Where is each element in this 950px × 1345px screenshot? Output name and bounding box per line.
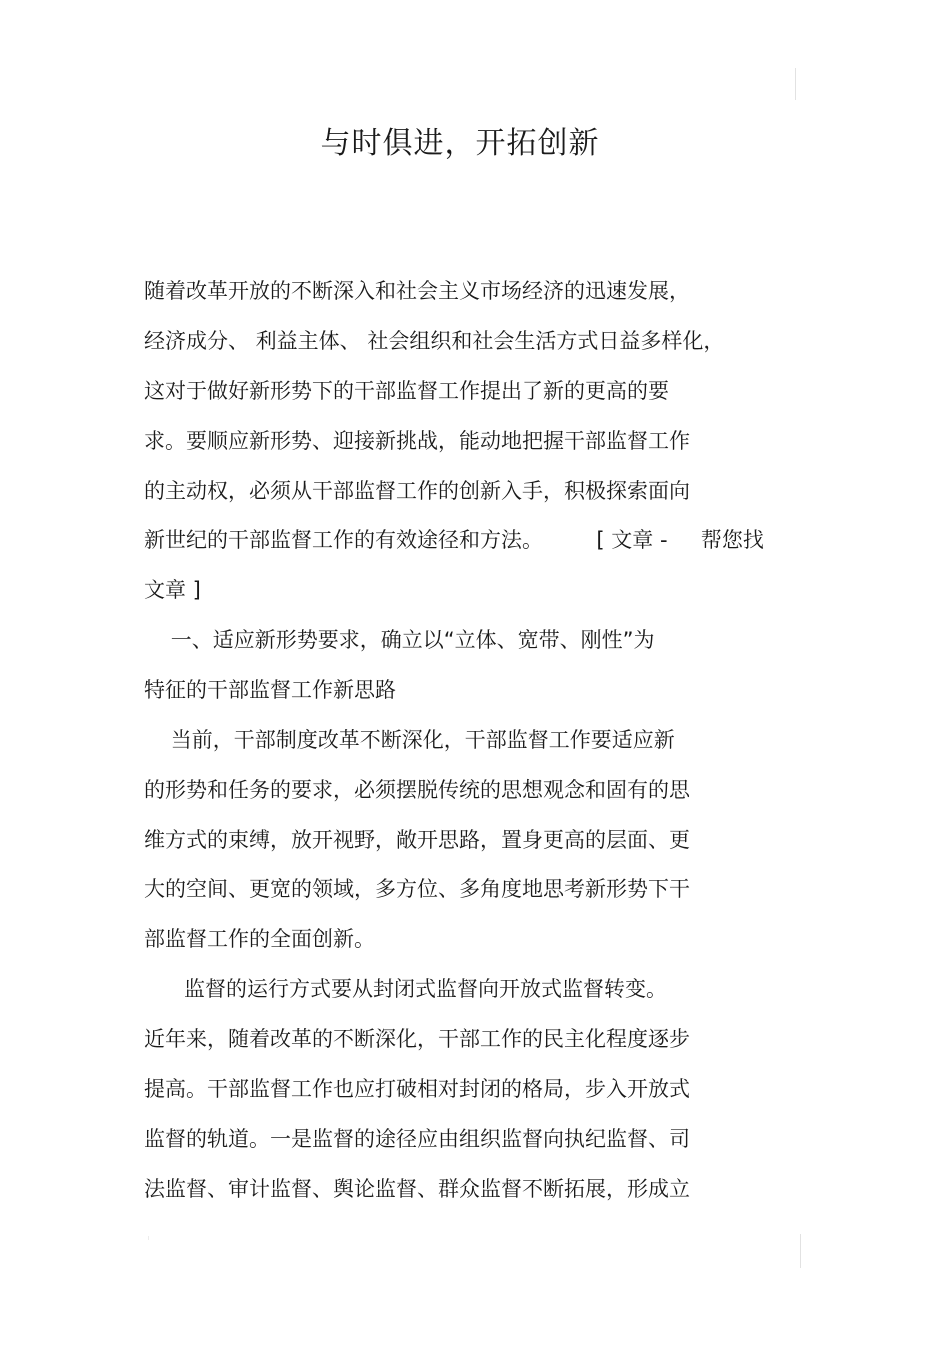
- body-line: 随着改革开放的不断深入和社会主义市场经济的迅速发展，: [144, 279, 690, 303]
- body-line: 文章 ]: [144, 578, 201, 602]
- body-line: 新世纪的干部监督工作的有效途径和方法。 [ 文章 - 帮您找: [144, 528, 764, 552]
- body-line: 的主动权，必须从干部监督工作的创新入手，积极探索面向: [144, 479, 690, 503]
- body-line: 法监督、审计监督、舆论监督、群众监督不断拓展，形成立: [144, 1177, 690, 1201]
- body-line: 的形势和任务的要求，必须摆脱传统的思想观念和固有的思: [144, 778, 690, 802]
- section-heading-line: 一、适应新形势要求，确立以“立体、宽带、刚性”为: [144, 628, 655, 652]
- body-line: 监督的轨道。一是监督的途径应由组织监督向执纪监督、司: [144, 1127, 690, 1151]
- body-line: 维方式的束缚，放开视野，敞开思路，置身更高的层面、更: [144, 828, 690, 852]
- body-line: 经济成分、 利益主体、 社会组织和社会生活方式日益多样化，: [144, 329, 725, 353]
- section-heading-line: 特征的干部监督工作新思路: [144, 678, 396, 702]
- body-line: 求。要顺应新形势、迎接新挑战，能动地把握干部监督工作: [144, 429, 690, 453]
- document-title: 与时俱进，开拓创新: [320, 126, 600, 161]
- body-line: 近年来，随着改革的不断深化，干部工作的民主化程度逐步: [144, 1027, 690, 1051]
- crop-mark-top-right: [795, 68, 796, 100]
- body-line: 这对于做好新形势下的干部监督工作提出了新的更高的要: [144, 379, 669, 403]
- crop-mark-bottom-right: [800, 1234, 801, 1268]
- body-line: 监督的运行方式要从封闭式监督向开放式监督转变。: [144, 977, 668, 1001]
- body-line: 大的空间、更宽的领域，多方位、多角度地思考新形势下干: [144, 877, 690, 901]
- body-line: 部监督工作的全面创新。: [144, 927, 375, 951]
- crop-mark-bottom-left: [148, 1236, 149, 1240]
- body-line: 当前，干部制度改革不断深化，干部监督工作要适应新: [144, 728, 675, 752]
- body-line: 提高。干部监督工作也应打破相对封闭的格局，步入开放式: [144, 1077, 690, 1101]
